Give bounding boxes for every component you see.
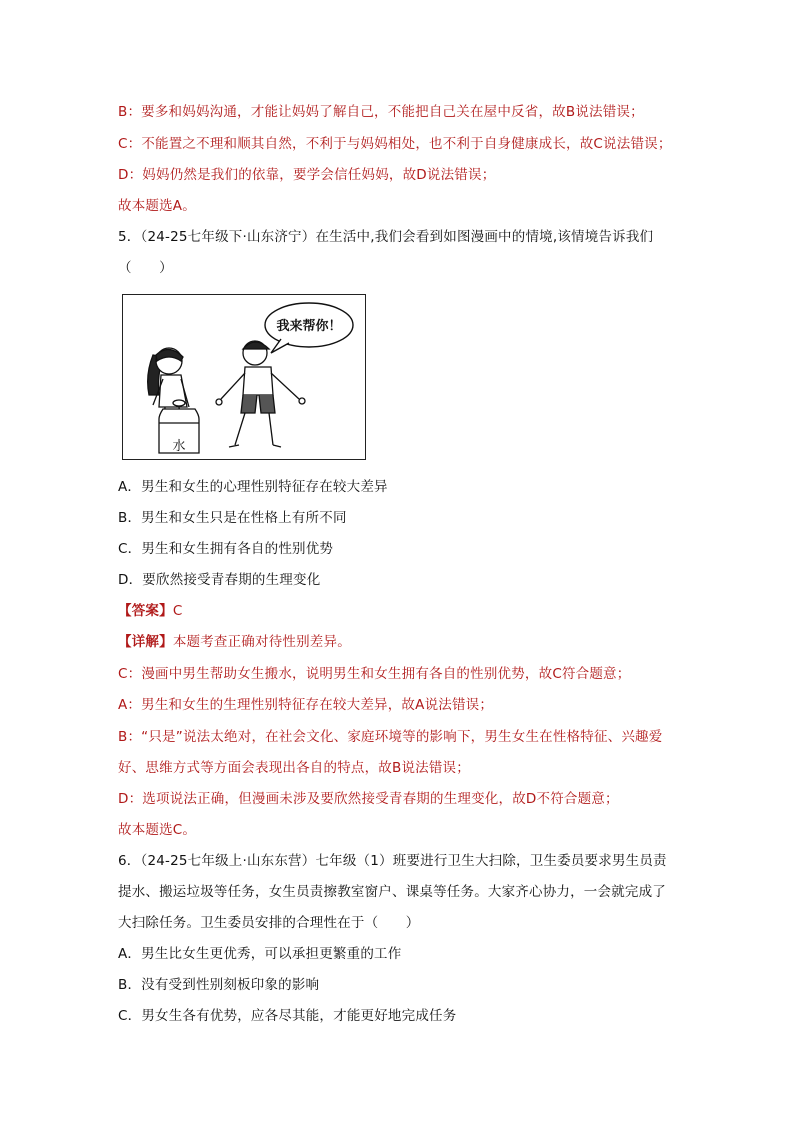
q6-option-a: A．男生比女生更优秀，可以承担更繁重的工作 (118, 946, 402, 962)
prev-analysis-c: C：不能置之不理和顺其自然，不利于与妈妈相处，也不利于自身健康成长，故C说法错误； (118, 136, 672, 152)
q6-stem-line2: 提水、搬运垃圾等任务，女生员责擦教室窗户、课桌等任务。大家齐心协力，一会就完成了 (118, 884, 666, 900)
q5-option-d: D．要欣然接受青春期的生理变化 (118, 572, 321, 588)
q5-conclusion: 故本题选C。 (118, 822, 197, 838)
boy-figure (216, 341, 305, 447)
q5-option-c: C．男生和女生拥有各自的性别优势 (118, 541, 334, 557)
prev-analysis-b: B：要多和妈妈沟通，才能让妈妈了解自己，不能把自己关在屋中反省，故B说法错误； (118, 104, 644, 120)
q5-option-b: B．男生和女生只是在性格上有所不同 (118, 510, 347, 526)
q5-cartoon-image (122, 294, 366, 460)
prev-conclusion: 故本题选A。 (118, 198, 196, 214)
q6-option-b: B．没有受到性别刻板印象的影响 (118, 977, 320, 993)
jug-label: 水 (172, 439, 186, 454)
answer-tag: 【答案】 (118, 603, 173, 619)
speech-bubble-text: 我来帮你！ (276, 319, 342, 334)
q6-stem-line1: 6．（24-25七年级上·山东东营）七年级（1）班要进行卫生大扫除，卫生委员要求男生员责 (118, 853, 667, 869)
q5-stem-line2: （ ） (118, 260, 173, 276)
q5-analysis-c: C：漫画中男生帮助女生搬水，说明男生和女生拥有各自的性别优势，故C符合题意； (118, 666, 631, 682)
q5-option-a: A．男生和女生的心理性别特征存在较大差异 (118, 479, 388, 495)
detail-tag: 【详解】 (118, 634, 173, 650)
q6-stem-line3: 大扫除任务。卫生委员安排的合理性在于（ ） (118, 915, 420, 931)
q5-stem-line1: 5．（24-25七年级下·山东济宁）在生活中,我们会看到如图漫画中的情境,该情境告诉我们 (118, 229, 654, 245)
q5-analysis-b-line2: 好、思维方式等方面会表现出各自的特点，故B说法错误； (118, 760, 470, 776)
q5-analysis-b-line1: B：“只是”说法太绝对，在社会文化、家庭环境等的影响下，男生女生在性格特征、兴趣爱 (118, 729, 663, 745)
q5-analysis-d: D：选项说法正确，但漫画未涉及要欣然接受青春期的生理变化，故D不符合题意； (118, 791, 619, 807)
q5-detail (118, 632, 351, 652)
answer-value: C (172, 603, 183, 619)
q5-answer (118, 601, 182, 621)
q6-option-c: C．男女生各有优势，应各尽其能，才能更好地完成任务 (118, 1008, 457, 1024)
prev-analysis-d: D：妈妈仍然是我们的依靠，要学会信任妈妈，故D说法错误； (118, 167, 496, 183)
detail-intro: 本题考查正确对待性别差异。 (172, 634, 351, 650)
q5-analysis-a: A：男生和女生的生理性别特征存在较大差异，故A说法错误； (118, 697, 494, 713)
